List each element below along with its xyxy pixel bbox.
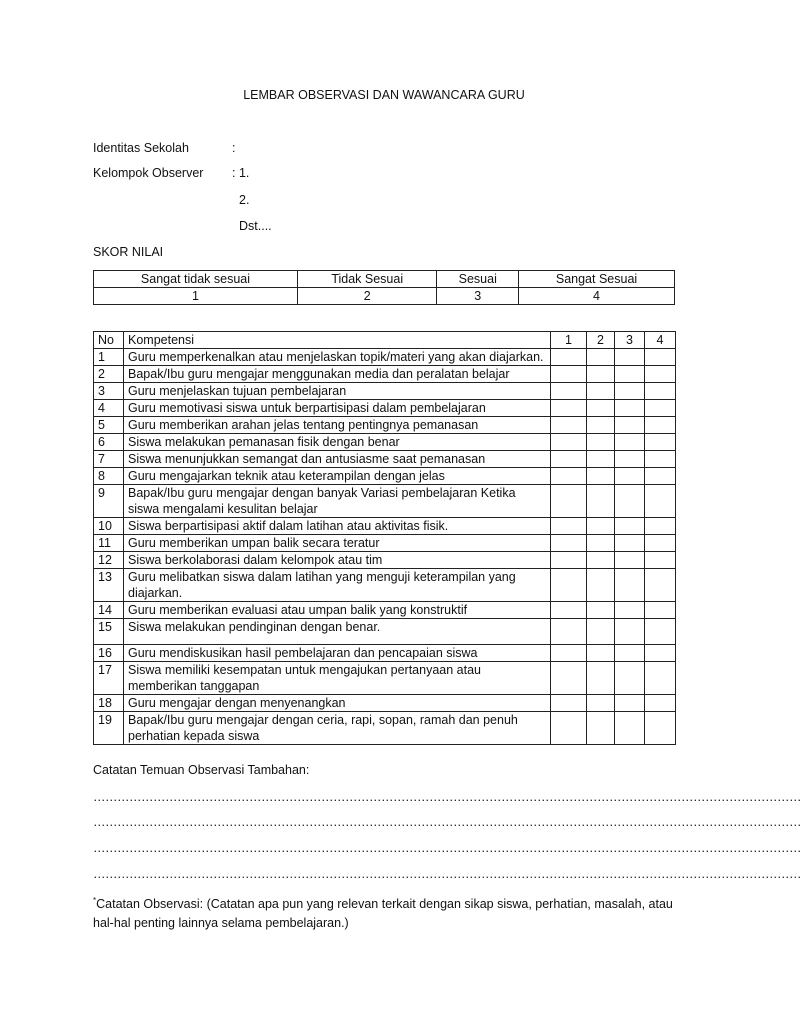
row-number: 14 <box>94 602 124 619</box>
score-cell-1[interactable] <box>551 417 587 434</box>
row-number: 9 <box>94 485 124 518</box>
competency-row <box>94 569 676 602</box>
competency-row <box>94 451 676 468</box>
score-cell-4[interactable] <box>645 383 676 400</box>
header-score-3: 3 <box>615 332 645 349</box>
competency-row <box>94 349 676 366</box>
competency-row <box>94 602 676 619</box>
score-cell-2[interactable] <box>587 645 615 662</box>
score-cell-3[interactable] <box>615 400 645 417</box>
row-number: 17 <box>94 662 124 695</box>
score-cell-1[interactable] <box>551 468 587 485</box>
score-cell-2[interactable] <box>587 712 615 745</box>
score-cell-1[interactable] <box>551 712 587 745</box>
score-cell-1[interactable] <box>551 552 587 569</box>
competency-row <box>94 645 676 662</box>
observer-group-label: Kelompok Observer <box>93 166 204 180</box>
score-cell-4[interactable] <box>645 602 676 619</box>
score-cell-1[interactable] <box>551 383 587 400</box>
score-cell-2[interactable] <box>587 434 615 451</box>
competency-row <box>94 485 676 518</box>
observer-line-2: 2. <box>239 193 250 207</box>
score-cell-2[interactable] <box>587 468 615 485</box>
row-number: 2 <box>94 366 124 383</box>
competency-row <box>94 518 676 535</box>
competency-row <box>94 383 676 400</box>
notes-heading: Catatan Temuan Observasi Tambahan: <box>93 763 310 777</box>
row-number: 6 <box>94 434 124 451</box>
row-number: 16 <box>94 645 124 662</box>
competency-text: Guru memberikan arahan jelas tentang pentingnya pemanasan <box>124 417 551 434</box>
score-cell-3[interactable] <box>615 695 645 712</box>
score-cell-4[interactable] <box>645 349 676 366</box>
score-cell-3[interactable] <box>615 485 645 518</box>
score-cell-1[interactable] <box>551 349 587 366</box>
score-cell-3[interactable] <box>615 434 645 451</box>
competency-row <box>94 552 676 569</box>
score-scale-table <box>93 270 675 305</box>
competency-text: Siswa melakukan pendinginan dengan benar. <box>124 619 551 645</box>
score-cell-4[interactable] <box>645 518 676 535</box>
score-heading: SKOR NILAI <box>93 245 164 259</box>
row-number: 18 <box>94 695 124 712</box>
school-identity-label: Identitas Sekolah <box>93 141 189 155</box>
score-cell-1[interactable] <box>551 602 587 619</box>
competency-row <box>94 417 676 434</box>
score-cell-2[interactable] <box>587 383 615 400</box>
row-number: 7 <box>94 451 124 468</box>
score-cell-4[interactable] <box>645 712 676 745</box>
score-cell-1[interactable] <box>551 400 587 417</box>
competency-text: Siswa memiliki kesempatan untuk mengajukan pertanyaan atau memberikan tanggapan <box>124 662 551 695</box>
notes-line[interactable]: …………………………………………………………………………………………………………………………………………………………… <box>93 867 801 881</box>
school-identity-colon: : <box>232 141 236 155</box>
competency-row <box>94 695 676 712</box>
score-value: 4 <box>519 288 675 305</box>
score-cell-1[interactable] <box>551 434 587 451</box>
score-cell-2[interactable] <box>587 619 615 645</box>
score-cell-4[interactable] <box>645 695 676 712</box>
score-cell-3[interactable] <box>615 712 645 745</box>
competency-text: Guru menjelaskan tujuan pembelajaran <box>124 383 551 400</box>
score-cell-3[interactable] <box>615 451 645 468</box>
row-number: 1 <box>94 349 124 366</box>
competency-header-row <box>94 332 676 349</box>
score-cell-2[interactable] <box>587 518 615 535</box>
score-cell-3[interactable] <box>615 383 645 400</box>
observer-line-1: : 1. <box>232 166 250 180</box>
score-cell-1[interactable] <box>551 485 587 518</box>
competency-row <box>94 400 676 417</box>
score-label: Sangat tidak sesuai <box>94 271 298 288</box>
score-cell-4[interactable] <box>645 662 676 695</box>
row-number: 3 <box>94 383 124 400</box>
score-cell-1[interactable] <box>551 619 587 645</box>
row-number: 11 <box>94 535 124 552</box>
score-cell-3[interactable] <box>615 417 645 434</box>
score-cell-2[interactable] <box>587 366 615 383</box>
footnote <box>93 891 673 933</box>
footnote-marker: * <box>93 896 97 905</box>
score-cell-2[interactable] <box>587 451 615 468</box>
score-cell-3[interactable] <box>615 366 645 383</box>
score-cell-2[interactable] <box>587 602 615 619</box>
score-label: Sesuai <box>437 271 519 288</box>
score-value-row <box>94 288 675 305</box>
score-value: 3 <box>437 288 519 305</box>
competency-text: Guru memberikan evaluasi atau umpan balik yang konstruktif <box>124 602 551 619</box>
competency-row <box>94 619 676 645</box>
row-number: 19 <box>94 712 124 745</box>
row-number: 8 <box>94 468 124 485</box>
header-score-2: 2 <box>587 332 615 349</box>
score-cell-4[interactable] <box>645 434 676 451</box>
row-number: 15 <box>94 619 124 645</box>
competency-text: Guru melibatkan siswa dalam latihan yang menguji keterampilan yang diajarkan. <box>124 569 551 602</box>
score-cell-1[interactable] <box>551 645 587 662</box>
score-cell-2[interactable] <box>587 400 615 417</box>
score-cell-4[interactable] <box>645 569 676 602</box>
score-cell-3[interactable] <box>615 518 645 535</box>
score-cell-1[interactable] <box>551 518 587 535</box>
competency-table <box>93 331 676 745</box>
footnote-text: Catatan Observasi: (Catatan apa pun yang relevan terkait dengan sikap siswa, perhatian, masalah, atau hal-hal penting lainnya selama pembelajaran.) <box>93 897 673 931</box>
competency-text: Bapak/Ibu guru mengajar dengan ceria, rapi, sopan, ramah dan penuh perhatian kepada siswa <box>124 712 551 745</box>
score-cell-3[interactable] <box>615 535 645 552</box>
score-value: 2 <box>297 288 437 305</box>
competency-row <box>94 535 676 552</box>
score-cell-3[interactable] <box>615 569 645 602</box>
row-number: 13 <box>94 569 124 602</box>
notes-line[interactable]: …………………………………………………………………………………………………………………………………………………………… <box>93 841 801 855</box>
header-score-1: 1 <box>551 332 587 349</box>
row-number: 4 <box>94 400 124 417</box>
competency-text: Siswa menunjukkan semangat dan antusiasme saat pemanasan <box>124 451 551 468</box>
score-cell-4[interactable] <box>645 619 676 645</box>
score-cell-4[interactable] <box>645 645 676 662</box>
competency-text: Guru memotivasi siswa untuk berpartisipasi dalam pembelajaran <box>124 400 551 417</box>
score-cell-2[interactable] <box>587 569 615 602</box>
competency-text: Guru mendiskusikan hasil pembelajaran dan pencapaian siswa <box>124 645 551 662</box>
score-cell-4[interactable] <box>645 451 676 468</box>
score-label-row <box>94 271 675 288</box>
score-cell-4[interactable] <box>645 552 676 569</box>
score-cell-2[interactable] <box>587 535 615 552</box>
score-cell-4[interactable] <box>645 535 676 552</box>
notes-line[interactable]: …………………………………………………………………………………………………………………………………………………………… <box>93 815 801 829</box>
score-cell-4[interactable] <box>645 468 676 485</box>
header-no: No <box>94 332 124 349</box>
score-cell-1[interactable] <box>551 695 587 712</box>
score-cell-1[interactable] <box>551 535 587 552</box>
competency-text: Guru memperkenalkan atau menjelaskan topik/materi yang akan diajarkan. <box>124 349 551 366</box>
document-title: LEMBAR OBSERVASI DAN WAWANCARA GURU <box>243 88 525 102</box>
competency-text: Guru memberikan umpan balik secara teratur <box>124 535 551 552</box>
score-cell-3[interactable] <box>615 468 645 485</box>
score-label: Tidak Sesuai <box>297 271 437 288</box>
score-cell-3[interactable] <box>615 619 645 645</box>
score-cell-2[interactable] <box>587 695 615 712</box>
competency-row <box>94 468 676 485</box>
score-label: Sangat Sesuai <box>519 271 675 288</box>
score-cell-1[interactable] <box>551 569 587 602</box>
competency-row <box>94 712 676 745</box>
score-cell-2[interactable] <box>587 349 615 366</box>
score-cell-4[interactable] <box>645 485 676 518</box>
score-cell-3[interactable] <box>615 552 645 569</box>
score-cell-2[interactable] <box>587 552 615 569</box>
row-number: 12 <box>94 552 124 569</box>
competency-text: Bapak/Ibu guru mengajar dengan banyak Variasi pembelajaran Ketika siswa mengalami kesulitan belajar <box>124 485 551 518</box>
score-cell-3[interactable] <box>615 662 645 695</box>
competency-text: Siswa berpartisipasi aktif dalam latihan atau aktivitas fisik. <box>124 518 551 535</box>
score-cell-3[interactable] <box>615 645 645 662</box>
row-number: 5 <box>94 417 124 434</box>
score-cell-3[interactable] <box>615 602 645 619</box>
header-score-4: 4 <box>645 332 676 349</box>
competency-text: Guru mengajar dengan menyenangkan <box>124 695 551 712</box>
score-cell-4[interactable] <box>645 366 676 383</box>
competency-text: Siswa melakukan pemanasan fisik dengan benar <box>124 434 551 451</box>
score-value: 1 <box>94 288 298 305</box>
score-cell-1[interactable] <box>551 366 587 383</box>
competency-row <box>94 662 676 695</box>
score-cell-2[interactable] <box>587 485 615 518</box>
competency-row <box>94 366 676 383</box>
score-cell-4[interactable] <box>645 400 676 417</box>
row-number: 10 <box>94 518 124 535</box>
competency-row <box>94 434 676 451</box>
score-cell-2[interactable] <box>587 662 615 695</box>
competency-text: Bapak/Ibu guru mengajar menggunakan media dan peralatan belajar <box>124 366 551 383</box>
score-cell-4[interactable] <box>645 417 676 434</box>
score-cell-3[interactable] <box>615 349 645 366</box>
score-cell-2[interactable] <box>587 417 615 434</box>
score-cell-1[interactable] <box>551 451 587 468</box>
score-cell-1[interactable] <box>551 662 587 695</box>
observer-line-more: Dst.... <box>239 219 272 233</box>
header-competency: Kompetensi <box>124 332 551 349</box>
notes-line[interactable]: …………………………………………………………………………………………………………………………………………………………… <box>93 790 801 804</box>
competency-text: Siswa berkolaborasi dalam kelompok atau tim <box>124 552 551 569</box>
competency-text: Guru mengajarkan teknik atau keterampilan dengan jelas <box>124 468 551 485</box>
